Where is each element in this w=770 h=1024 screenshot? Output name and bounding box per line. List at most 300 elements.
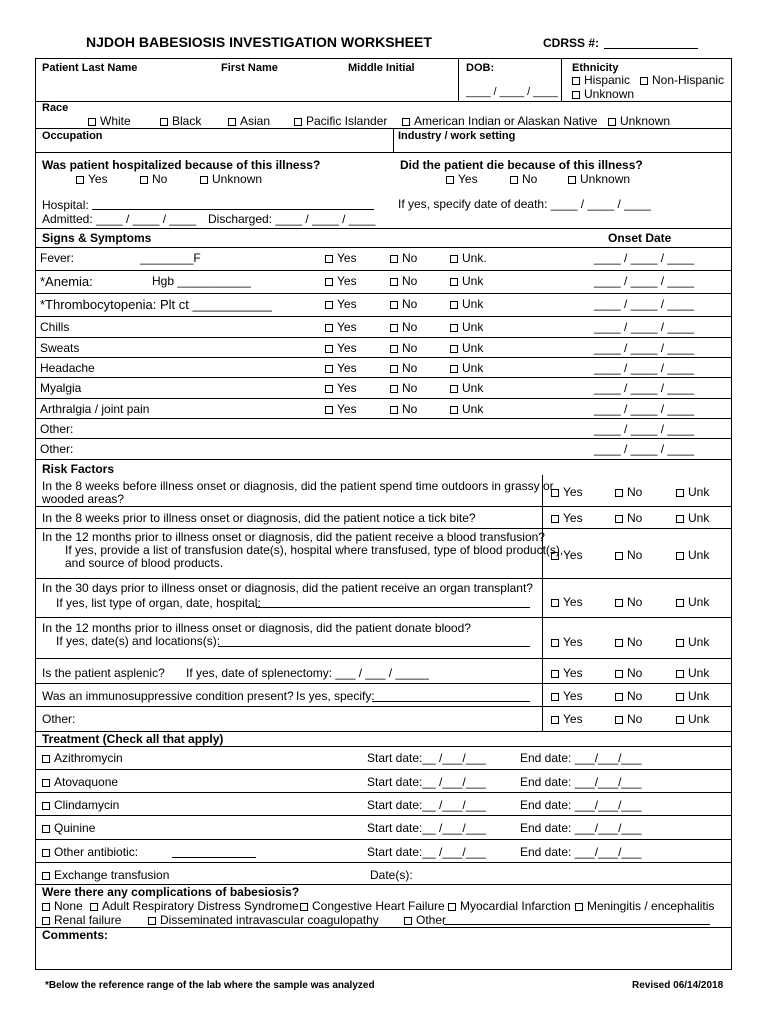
symptom-chills-no-text: No <box>402 320 418 334</box>
risk-q6-yes-text: Yes <box>563 666 583 680</box>
checkbox-icon[interactable] <box>200 176 208 184</box>
checkbox-icon[interactable] <box>390 324 398 332</box>
hosp-yes[interactable] <box>76 172 108 186</box>
symptom-thrombocytopenia-unk[interactable] <box>450 297 483 311</box>
divider <box>542 475 543 731</box>
symptom-headache-unk-text: Unk <box>462 361 484 375</box>
risk-q8-no[interactable] <box>615 712 642 726</box>
symptom-headache-no[interactable] <box>390 361 417 375</box>
symptom-anemia-no[interactable] <box>390 274 417 288</box>
death-date-field[interactable]: If yes, specify date of death: ____ / ____ / ____ <box>398 197 651 211</box>
divider <box>35 459 732 460</box>
treatment-quinine[interactable] <box>42 821 95 835</box>
divider <box>35 683 732 684</box>
risk-q8: Other: <box>42 712 76 726</box>
symptom-fever-yes[interactable] <box>325 251 357 265</box>
hosp-no-text: No <box>152 172 168 186</box>
checkbox-icon[interactable] <box>640 77 648 85</box>
checkbox-icon[interactable] <box>615 515 623 523</box>
treatment-exchange-transfusion-dates[interactable]: Date(s): <box>370 868 413 882</box>
risk-q1-line2: wooded areas? <box>42 492 125 506</box>
checkbox-icon[interactable] <box>551 515 559 523</box>
risk-q3-unk-text: Unk <box>688 548 710 562</box>
divider <box>35 578 732 579</box>
risk-q5-no[interactable] <box>615 635 642 649</box>
checkbox-icon[interactable] <box>676 599 684 607</box>
risk-q2-unk[interactable] <box>676 511 709 525</box>
checkbox-icon[interactable] <box>294 118 302 126</box>
symptom-anemia-value-field[interactable]: Hgb ___________ <box>152 274 251 288</box>
risk-q1-yes-text: Yes <box>563 485 583 499</box>
checkbox-icon[interactable] <box>676 693 684 701</box>
risk-q2-unk-text: Unk <box>688 511 710 525</box>
treatment-atovaquone[interactable] <box>42 775 118 789</box>
risk-q2-yes[interactable] <box>551 511 583 525</box>
checkbox-icon[interactable] <box>551 599 559 607</box>
treatment-quinine-end-date[interactable]: End date: ___/___/___ <box>520 821 642 835</box>
checkbox-icon[interactable] <box>551 552 559 560</box>
risk-q8-unk[interactable] <box>676 712 709 726</box>
risk-q7-unk-text: Unk <box>688 689 710 703</box>
eth-non-hispanic-text: Non-Hispanic <box>652 73 725 87</box>
comp-other-field[interactable] <box>444 924 710 925</box>
checkbox-icon[interactable] <box>575 903 583 911</box>
checkbox-icon[interactable] <box>42 802 50 810</box>
checkbox-icon[interactable] <box>90 903 98 911</box>
race-unknown[interactable] <box>608 114 670 128</box>
risk-q3-unk[interactable] <box>676 548 709 562</box>
death-unknown-text: Unknown <box>580 172 631 186</box>
eth-unknown-text: Unknown <box>584 87 635 101</box>
symptom-anemia-onset-field[interactable]: ____ / ____ / ____ <box>594 274 695 288</box>
checkbox-icon[interactable] <box>450 255 458 263</box>
race-unknown-text: Unknown <box>620 114 671 128</box>
symptom-chills-unk-text: Unk <box>462 320 484 334</box>
symptom-anemia-unk-text: Unk <box>462 274 484 288</box>
checkbox-icon[interactable] <box>615 552 623 560</box>
death-question: Did the patient die because of this illness? <box>400 158 643 172</box>
comp-mi-text: Myocardial Infarction <box>460 899 571 913</box>
industry-label: Industry / work setting <box>398 130 516 142</box>
divider <box>35 101 732 102</box>
risk-q1-no[interactable] <box>615 485 642 499</box>
divider <box>561 58 562 101</box>
symptom-sweats-unk-text: Unk <box>462 341 484 355</box>
checkbox-icon[interactable] <box>42 849 50 857</box>
symptom-sweats-unk[interactable] <box>450 341 483 355</box>
checkbox-icon[interactable] <box>551 716 559 724</box>
divider <box>393 128 394 152</box>
checkbox-icon[interactable] <box>615 716 623 724</box>
risk-q6-unk[interactable] <box>676 666 709 680</box>
checkbox-icon[interactable] <box>448 903 456 911</box>
race-pacific[interactable] <box>294 114 387 128</box>
symptom-fever-label: Fever: <box>40 251 75 265</box>
checkbox-icon[interactable] <box>510 176 518 184</box>
symptom-myalgia-onset-field[interactable]: ____ / ____ / ____ <box>594 381 695 395</box>
checkbox-icon[interactable] <box>615 693 623 701</box>
symptom-thrombocytopenia-no-text: No <box>402 297 418 311</box>
checkbox-icon[interactable] <box>390 278 398 286</box>
risk-q6-yes[interactable] <box>551 666 583 680</box>
race-black[interactable] <box>160 114 201 128</box>
checkbox-icon[interactable] <box>42 917 50 925</box>
checkbox-icon[interactable] <box>325 365 333 373</box>
symptom-anemia-no-text: No <box>402 274 418 288</box>
checkbox-icon[interactable] <box>450 278 458 286</box>
symptom-thrombocytopenia-yes[interactable] <box>325 297 357 311</box>
risk-header: Risk Factors <box>42 462 115 476</box>
treatment-azithromycin[interactable] <box>42 751 123 765</box>
risk-q3-line3: and source of blood products. <box>65 556 224 570</box>
divider <box>35 815 732 816</box>
divider <box>35 839 732 840</box>
divider <box>35 769 732 770</box>
comp-none-text: None <box>54 899 83 913</box>
race-asian-text: Asian <box>240 114 271 128</box>
divider <box>35 418 732 419</box>
checkbox-icon[interactable] <box>450 301 458 309</box>
symptom-arthralgia-unk[interactable] <box>450 402 483 416</box>
divider <box>35 927 732 928</box>
symptom-headache-onset-field[interactable]: ____ / ____ / ____ <box>594 361 695 375</box>
risk-q6-unk-text: Unk <box>688 666 710 680</box>
divider <box>35 506 732 507</box>
checkbox-icon[interactable] <box>608 118 616 126</box>
dob-field[interactable]: ____ / ____ / ____ <box>466 86 558 98</box>
risk-q2-yes-text: Yes <box>563 511 583 525</box>
treatment-quinine-text: Quinine <box>54 821 96 835</box>
treatment-other-antibiotic-text: Other antibiotic: <box>54 845 139 859</box>
checkbox-icon[interactable] <box>676 670 684 678</box>
divider <box>35 792 732 793</box>
symptom-headache-unk[interactable] <box>450 361 483 375</box>
symptom-chills-yes-text: Yes <box>337 320 357 334</box>
symptom-fever-yes-text: Yes <box>337 251 357 265</box>
symptom-arthralgia-unk-text: Unk <box>462 402 484 416</box>
symptom-fever-onset-field[interactable]: ____ / ____ / ____ <box>594 251 695 265</box>
symptom-thrombocytopenia-no[interactable] <box>390 297 417 311</box>
symptom-chills-unk[interactable] <box>450 320 483 334</box>
divider <box>458 58 459 101</box>
comp-renal-text: Renal failure <box>54 913 122 927</box>
comp-renal[interactable] <box>42 913 121 927</box>
divider <box>35 746 732 747</box>
symptom-thrombocytopenia-unk-text: Unk <box>462 297 484 311</box>
organ-field[interactable] <box>256 607 530 608</box>
ethnicity-unknown[interactable] <box>572 87 634 101</box>
checkbox-icon[interactable] <box>325 345 333 353</box>
risk-q4-no[interactable] <box>615 595 642 609</box>
divider <box>35 316 732 317</box>
death-unknown[interactable] <box>568 172 630 186</box>
divider <box>35 438 732 439</box>
symptom-arthralgia-no-text: No <box>402 402 418 416</box>
symptom-anemia-yes-text: Yes <box>337 274 357 288</box>
risk-q6: Is the patient asplenic? <box>42 666 165 680</box>
divider <box>35 293 732 294</box>
symptom-anemia-unk[interactable] <box>450 274 483 288</box>
symptom-arthralgia-onset-field[interactable]: ____ / ____ / ____ <box>594 402 695 416</box>
risk-q5-unk[interactable] <box>676 635 709 649</box>
checkbox-icon[interactable] <box>300 903 308 911</box>
treatment-azithromycin-start-date[interactable]: Start date:__ /___/___ <box>367 751 486 765</box>
symptom-myalgia-yes-text: Yes <box>337 381 357 395</box>
checkbox-icon[interactable] <box>450 365 458 373</box>
admitted-field[interactable]: Admitted: ____ / ____ / ____ <box>42 212 197 226</box>
checkbox-icon[interactable] <box>402 118 410 126</box>
checkbox-icon[interactable] <box>390 365 398 373</box>
checkbox-icon[interactable] <box>325 278 333 286</box>
risk-q5-yes[interactable] <box>551 635 583 649</box>
race-label: Race <box>42 102 69 114</box>
risk-q6-no[interactable] <box>615 666 642 680</box>
symptom-myalgia-no-text: No <box>402 381 418 395</box>
comp-ards[interactable] <box>90 899 299 913</box>
symptom-other-1-onset-field[interactable]: ____ / ____ / ____ <box>594 422 695 436</box>
symptom-other-2-onset-field[interactable]: ____ / ____ / ____ <box>594 442 695 456</box>
risk-q8-unk-text: Unk <box>688 712 710 726</box>
comp-other[interactable] <box>404 913 446 927</box>
treatment-exchange-transfusion[interactable] <box>42 868 169 882</box>
risk-q4-line1: In the 30 days prior to illness onset or diagnosis, did the patient receive an organ transplant? <box>42 581 533 595</box>
comments-label: Comments: <box>42 928 109 942</box>
discharged-field[interactable]: Discharged: ____ / ____ / ____ <box>208 212 376 226</box>
comp-none[interactable] <box>42 899 83 913</box>
signs-header: Signs & Symptoms <box>42 231 152 245</box>
divider <box>35 270 732 271</box>
checkbox-icon[interactable] <box>140 176 148 184</box>
divider <box>35 128 732 129</box>
checkbox-icon[interactable] <box>450 345 458 353</box>
checkbox-icon[interactable] <box>390 385 398 393</box>
risk-q4-unk[interactable] <box>676 595 709 609</box>
ethnicity-label: Ethnicity <box>572 62 619 74</box>
death-yes[interactable] <box>446 172 478 186</box>
symptom-chills-no[interactable] <box>390 320 417 334</box>
comp-chf-text: Congestive Heart Failure <box>312 899 445 913</box>
checkbox-icon[interactable] <box>676 552 684 560</box>
checkbox-icon[interactable] <box>676 716 684 724</box>
comp-mi[interactable] <box>448 899 571 913</box>
race-asian[interactable] <box>228 114 270 128</box>
symptom-other-1-label: Other: <box>40 422 74 436</box>
checkbox-icon[interactable] <box>676 639 684 647</box>
checkbox-icon[interactable] <box>88 118 96 126</box>
ethnicity-non-hispanic[interactable] <box>640 73 724 87</box>
symptom-sweats-onset-field[interactable]: ____ / ____ / ____ <box>594 341 695 355</box>
divider <box>35 247 732 248</box>
checkbox-icon[interactable] <box>76 176 84 184</box>
comp-dic-text: Disseminated intravascular coagulopathy <box>160 913 379 927</box>
checkbox-icon[interactable] <box>615 670 623 678</box>
checkbox-icon[interactable] <box>404 917 412 925</box>
symptom-arthralgia-label: Arthralgia / joint pain <box>40 402 150 416</box>
checkbox-icon[interactable] <box>551 693 559 701</box>
symptom-fever-no[interactable] <box>390 251 417 265</box>
risk-q7: Was an immunosuppressive condition present? <box>42 689 294 703</box>
middle-initial-label: Middle Initial <box>348 62 415 74</box>
checkbox-icon[interactable] <box>551 639 559 647</box>
hosp-no[interactable] <box>140 172 167 186</box>
symptom-sweats-no-text: No <box>402 341 418 355</box>
risk-q7-no[interactable] <box>615 689 642 703</box>
symptom-sweats-yes[interactable] <box>325 341 357 355</box>
treatment-clindamycin-start-date[interactable]: Start date:__ /___/___ <box>367 798 486 812</box>
treatment-clindamycin[interactable] <box>42 798 119 812</box>
death-no-text: No <box>522 172 538 186</box>
symptom-anemia-yes[interactable] <box>325 274 357 288</box>
symptom-arthralgia-yes[interactable] <box>325 402 357 416</box>
symptom-myalgia-no[interactable] <box>390 381 417 395</box>
hospital-field[interactable] <box>92 209 374 210</box>
symptom-thrombocytopenia-onset-field[interactable]: ____ / ____ / ____ <box>594 297 695 311</box>
checkbox-icon[interactable] <box>450 385 458 393</box>
checkbox-icon[interactable] <box>42 779 50 787</box>
comp-meningitis[interactable] <box>575 899 714 913</box>
checkbox-icon[interactable] <box>390 345 398 353</box>
onset-header: Onset Date <box>608 231 672 245</box>
checkbox-icon[interactable] <box>325 406 333 414</box>
occupation-label: Occupation <box>42 130 103 142</box>
checkbox-icon[interactable] <box>160 118 168 126</box>
treatment-other-antibiotic[interactable] <box>42 845 138 859</box>
symptom-fever-value-field[interactable]: ________F <box>140 251 201 265</box>
checkbox-icon[interactable] <box>148 917 156 925</box>
treatment-atovaquone-start-date[interactable]: Start date:__ /___/___ <box>367 775 486 789</box>
symptom-chills-onset-field[interactable]: ____ / ____ / ____ <box>594 320 695 334</box>
risk-q3-yes-text: Yes <box>563 548 583 562</box>
divider <box>35 398 732 399</box>
comp-chf[interactable] <box>300 899 445 913</box>
checkbox-icon[interactable] <box>551 670 559 678</box>
checkbox-icon[interactable] <box>446 176 454 184</box>
risk-q2-no[interactable] <box>615 511 642 525</box>
dob-label: DOB: <box>466 62 495 74</box>
checkbox-icon[interactable] <box>450 406 458 414</box>
risk-q7-no-text: No <box>627 689 643 703</box>
symptom-myalgia-unk[interactable] <box>450 381 483 395</box>
checkbox-icon[interactable] <box>325 324 333 332</box>
risk-q5-unk-text: Unk <box>688 635 710 649</box>
cdrss-field[interactable] <box>604 48 698 49</box>
risk-q4-yes[interactable] <box>551 595 583 609</box>
death-yes-text: Yes <box>458 172 478 186</box>
treatment-quinine-start-date[interactable]: Start date:__ /___/___ <box>367 821 486 835</box>
risk-q7-unk[interactable] <box>676 689 709 703</box>
checkbox-icon[interactable] <box>390 255 398 263</box>
treatment-azithromycin-end-date[interactable]: End date: ___/___/___ <box>520 751 642 765</box>
donation-field[interactable] <box>218 646 530 647</box>
symptom-fever-no-text: No <box>402 251 418 265</box>
divider <box>35 658 732 659</box>
checkbox-icon[interactable] <box>42 825 50 833</box>
risk-q7-yes[interactable] <box>551 689 583 703</box>
treatment-atovaquone-end-date[interactable]: End date: ___/___/___ <box>520 775 642 789</box>
risk-q1-line1: In the 8 weeks before illness onset or diagnosis, did the patient spend time outdoors in grassy or <box>42 479 554 493</box>
checkbox-icon[interactable] <box>615 599 623 607</box>
risk-q1-yes[interactable] <box>551 485 583 499</box>
page-title: NJDOH BABESIOSIS INVESTIGATION WORKSHEET <box>86 34 432 50</box>
symptom-myalgia-label: Myalgia <box>40 381 82 395</box>
splenectomy-date-field[interactable]: If yes, date of splenectomy: ___ / ___ / _____ <box>186 666 429 680</box>
symptom-sweats-no[interactable] <box>390 341 417 355</box>
symptom-myalgia-yes[interactable] <box>325 381 357 395</box>
checkbox-icon[interactable] <box>676 489 684 497</box>
race-pacific-text: Pacific Islander <box>306 114 388 128</box>
checkbox-icon[interactable] <box>390 406 398 414</box>
risk-q6-no-text: No <box>627 666 643 680</box>
risk-q3-no-text: No <box>627 548 643 562</box>
treatment-header: Treatment (Check all that apply) <box>42 732 224 746</box>
divider <box>35 706 732 707</box>
risk-q3-yes[interactable] <box>551 548 583 562</box>
risk-q1-no-text: No <box>627 485 643 499</box>
race-white[interactable] <box>88 114 131 128</box>
checkbox-icon[interactable] <box>325 255 333 263</box>
symptom-fever-unk[interactable] <box>450 251 487 265</box>
checkbox-icon[interactable] <box>572 77 580 85</box>
checkbox-icon[interactable] <box>325 385 333 393</box>
symptom-arthralgia-no[interactable] <box>390 402 417 416</box>
symptom-fever-unk-text: Unk. <box>462 251 487 265</box>
checkbox-icon[interactable] <box>568 176 576 184</box>
treatment-other-antibiotic-end-date[interactable]: End date: ___/___/___ <box>520 845 642 859</box>
checkbox-icon[interactable] <box>390 301 398 309</box>
death-no[interactable] <box>510 172 537 186</box>
checkbox-icon[interactable] <box>615 639 623 647</box>
race-american-indian[interactable] <box>402 114 597 128</box>
comp-dic[interactable] <box>148 913 379 927</box>
treatment-other-antibiotic-start-date[interactable]: Start date:__ /___/___ <box>367 845 486 859</box>
checkbox-icon[interactable] <box>42 903 50 911</box>
symptom-sweats-yes-text: Yes <box>337 341 357 355</box>
checkbox-icon[interactable] <box>325 301 333 309</box>
other-antibiotic-field[interactable] <box>172 857 256 858</box>
risk-q8-yes[interactable] <box>551 712 583 726</box>
risk-q4-unk-text: Unk <box>688 595 710 609</box>
checkbox-icon[interactable] <box>615 489 623 497</box>
risk-q2-no-text: No <box>627 511 643 525</box>
checkbox-icon[interactable] <box>572 91 580 99</box>
checkbox-icon[interactable] <box>42 872 50 880</box>
complications-question: Were there any complications of babesiosis? <box>42 885 300 899</box>
ethnicity-hispanic[interactable] <box>572 73 630 87</box>
comp-other-text: Other <box>416 913 447 927</box>
symptom-chills-label: Chills <box>40 320 70 334</box>
risk-q1-unk[interactable] <box>676 485 709 499</box>
risk-q4-yes-text: Yes <box>563 595 583 609</box>
checkbox-icon[interactable] <box>551 489 559 497</box>
hosp-unknown[interactable] <box>200 172 262 186</box>
divider <box>35 337 732 338</box>
checkbox-icon[interactable] <box>42 755 50 763</box>
symptom-chills-yes[interactable] <box>325 320 357 334</box>
checkbox-icon[interactable] <box>450 324 458 332</box>
checkbox-icon[interactable] <box>676 515 684 523</box>
risk-q3-no[interactable] <box>615 548 642 562</box>
risk-q4-line2: If yes, list type of organ, date, hospital: <box>56 596 261 610</box>
treatment-azithromycin-text: Azithromycin <box>54 751 123 765</box>
cdrss-label: CDRSS #: <box>543 36 600 50</box>
symptom-other-2-label: Other: <box>40 442 74 456</box>
symptom-headache-yes[interactable] <box>325 361 357 375</box>
comp-ards-text: Adult Respiratory Distress Syndrome <box>102 899 299 913</box>
treatment-clindamycin-end-date[interactable]: End date: ___/___/___ <box>520 798 642 812</box>
race-black-text: Black <box>172 114 202 128</box>
checkbox-icon[interactable] <box>228 118 236 126</box>
immuno-field[interactable] <box>372 701 530 702</box>
